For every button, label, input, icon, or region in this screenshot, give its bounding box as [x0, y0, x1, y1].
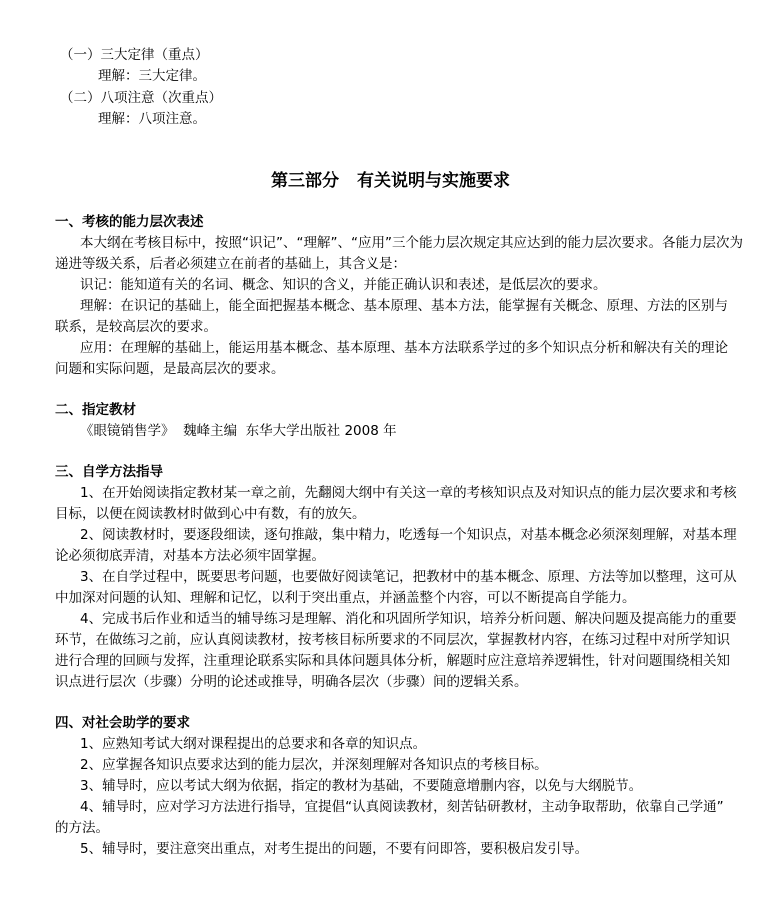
list-item-line: 5、辅导时，要注意突出重点，对考生提出的问题，不要有问即答，要积极启发引导。	[80, 841, 589, 857]
list-item-line: 环节，在做练习之前，应认真阅读教材，按考核目标所要求的不同层次，掌握教材内容，在练习过程中对所学知识	[55, 632, 730, 648]
list-item-line: 1、在开始阅读指定教材某一章之前，先翻阅大纲中有关这一章的考核知识点及对知识点的能力层次要求和考核	[80, 485, 737, 501]
list-item-line: 1、应熟知考试大纲对课程提出的总要求和各章的知识点。	[80, 736, 427, 752]
part-title-text: 有关说明与实施要求	[357, 171, 510, 191]
list-item-line: 进行合理的回顾与发挥，注重理论联系实际和具体问题具体分析，解题时应注意培养逻辑性，针对问题围绕相关知	[55, 653, 730, 669]
section-heading-ability: 一、考核的能力层次表述	[55, 214, 204, 230]
list-item-line: 中加深对问题的认知、理解和记忆，以利于突出重点，并涵盖整个内容，可以不断提高自学能力。	[55, 590, 636, 606]
section-heading-textbook: 二、指定教材	[55, 402, 136, 418]
item-heading-three-laws: （一）三大定律（重点）	[60, 47, 209, 63]
paragraph-line: 本大纲在考核目标中，按照“识记”、“理解”、“应用”三个能力层次规定其应达到的能力层次要求。各能力层次为	[80, 235, 743, 251]
list-item-line: 3、在自学过程中，既要思考问题，也要做好阅读笔记，把教材中的基本概念、原理、方法等加以整理，这可从	[80, 569, 737, 585]
section-heading-social: 四、对社会助学的要求	[55, 715, 190, 731]
list-item-line: 3、辅导时，应以考试大纲为依据，指定的教材为基础，不要随意增删内容，以免与大纲脱节。	[80, 778, 643, 794]
paragraph-line: 理解：在识记的基础上，能全面把握基本概念、基本原理、基本方法，能掌握有关概念、原理、方法的区别与	[80, 298, 728, 314]
item-heading-eight-points: （二）八项注意（次重点）	[60, 90, 222, 106]
part-title	[0, 169, 781, 193]
textbook-line: 《眼镜销售学》 魏峰主编 东华大学出版社 2008 年	[80, 423, 397, 439]
list-item-line: 目标，以便在阅读教材时做到心中有数，有的放矢。	[55, 506, 366, 522]
part-title-number: 第三部分	[271, 171, 339, 191]
list-item-line: 的方法。	[55, 820, 109, 836]
paragraph-line: 问题和实际问题，是最高层次的要求。	[55, 361, 285, 377]
list-item-line: 识点进行层次（步骤）分明的论述或推导，明确各层次（步骤）间的逻辑关系。	[55, 674, 528, 690]
list-item-line: 2、应掌握各知识点要求达到的能力层次，并深刻理解对各知识点的考核目标。	[80, 757, 548, 773]
paragraph-line: 识记：能知道有关的名词、概念、知识的含义，并能正确认识和表述，是低层次的要求。	[80, 277, 607, 293]
paragraph-line: 联系，是较高层次的要求。	[55, 319, 217, 335]
list-item-line: 4、完成书后作业和适当的辅导练习是理解、消化和巩固所学知识，培养分析问题、解决问题及提高能力的重要	[80, 611, 737, 627]
list-item-line: 论必须彻底弄清，对基本方法必须牢固掌握。	[55, 548, 325, 564]
list-item-line: 2、阅读教材时，要逐段细读，逐句推敲，集中精力，吃透每一个知识点，对基本概念必须深刻理解，对基本理	[80, 527, 737, 543]
paragraph-line: 递进等级关系，后者必须建立在前者的基础上，其含义是：	[55, 256, 406, 272]
section-heading-self-study: 三、自学方法指导	[55, 464, 163, 480]
paragraph-line: 应用：在理解的基础上，能运用基本概念、基本原理、基本方法联系学过的多个知识点分析和解决有关的理论	[80, 340, 728, 356]
list-item-line: 4、辅导时，应对学习方法进行指导，宜提倡“认真阅读教材，刻苦钻研教材，主动争取帮助，依靠自己学通”	[80, 799, 724, 815]
item-detail-eight-points: 理解：八项注意。	[98, 111, 206, 127]
item-detail-three-laws: 理解：三大定律。	[98, 68, 206, 84]
